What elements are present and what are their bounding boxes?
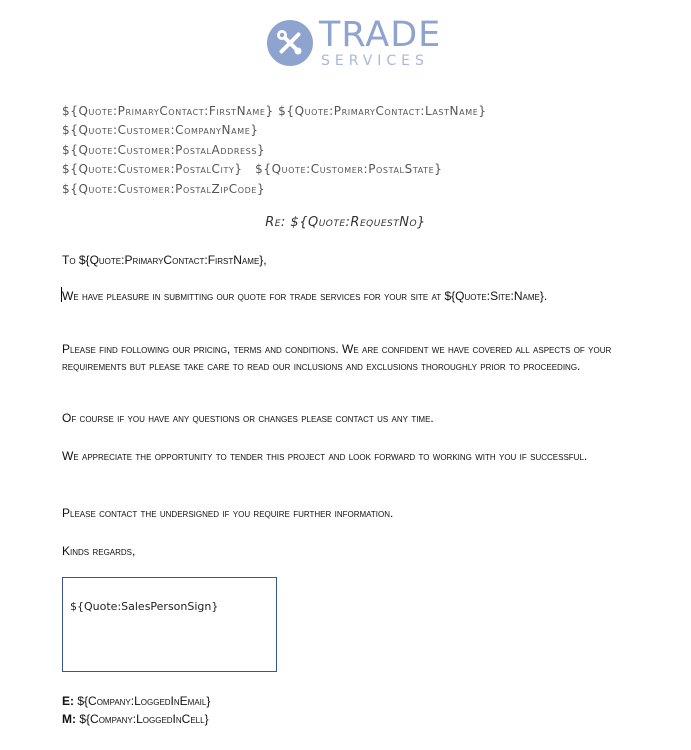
mobile-contact: [62, 712, 209, 726]
signature-box: [62, 577, 277, 672]
contact-last-name: ${Quote:PrimaryContact:LastName}: [278, 104, 487, 118]
postal-city: ${Quote:Customer:PostalCity}: [62, 162, 243, 177]
address-line-company: ${Quote:Customer:CompanyName}: [62, 123, 259, 138]
paragraph-contact: Please contact the undersigned if you require further information.: [62, 506, 394, 520]
email-value: ${Company:LoggedInEmail}: [77, 694, 211, 708]
company-logo: [267, 15, 442, 69]
wrench-screwdriver-icon: [267, 20, 313, 66]
address-line-postal-address: ${Quote:Customer:PostalAddress}: [62, 142, 266, 157]
paragraph-intro: We have pleasure in submitting our quote for trade services for your site at ${Quote:Site:Name}.: [62, 289, 548, 303]
closing: Kinds regards,: [62, 544, 136, 558]
greeting: To ${Quote:PrimaryContact:FirstName},: [62, 253, 267, 267]
reference-line: Re: ${Quote:RequestNo}: [265, 215, 426, 230]
mobile-label: M:: [62, 712, 76, 726]
paragraph-terms: Please find following our pricing, terms and conditions. We are confident we have covered all aspects of your requirements but please take care to read our inclusions and exclusions thoroughly prior to proceeding.: [62, 342, 612, 373]
contact-first-name: ${Quote:PrimaryContact:FirstName}: [62, 104, 274, 118]
signature-placeholder: ${Quote:SalesPersonSign}: [70, 600, 219, 613]
address-line-zip: ${Quote:Customer:PostalZipCode}: [62, 181, 266, 196]
address-line-city-state: [62, 160, 487, 179]
paragraph-appreciation: We appreciate the opportunity to tender this project and look forward to working with you if successful.: [62, 449, 588, 463]
logo-wordmark: TRADE: [319, 15, 442, 55]
recipient-address-block: [62, 102, 487, 199]
email-contact: [62, 694, 210, 708]
mobile-value: ${Company:LoggedInCell}: [79, 712, 209, 726]
logo-tagline: SERVICES: [321, 53, 429, 69]
postal-state: ${Quote:Customer:PostalState}: [255, 162, 443, 177]
email-label: E:: [62, 694, 74, 708]
address-line-contact-name: [62, 102, 487, 121]
paragraph-questions: Of course if you have any questions or changes please contact us any time.: [62, 411, 434, 425]
